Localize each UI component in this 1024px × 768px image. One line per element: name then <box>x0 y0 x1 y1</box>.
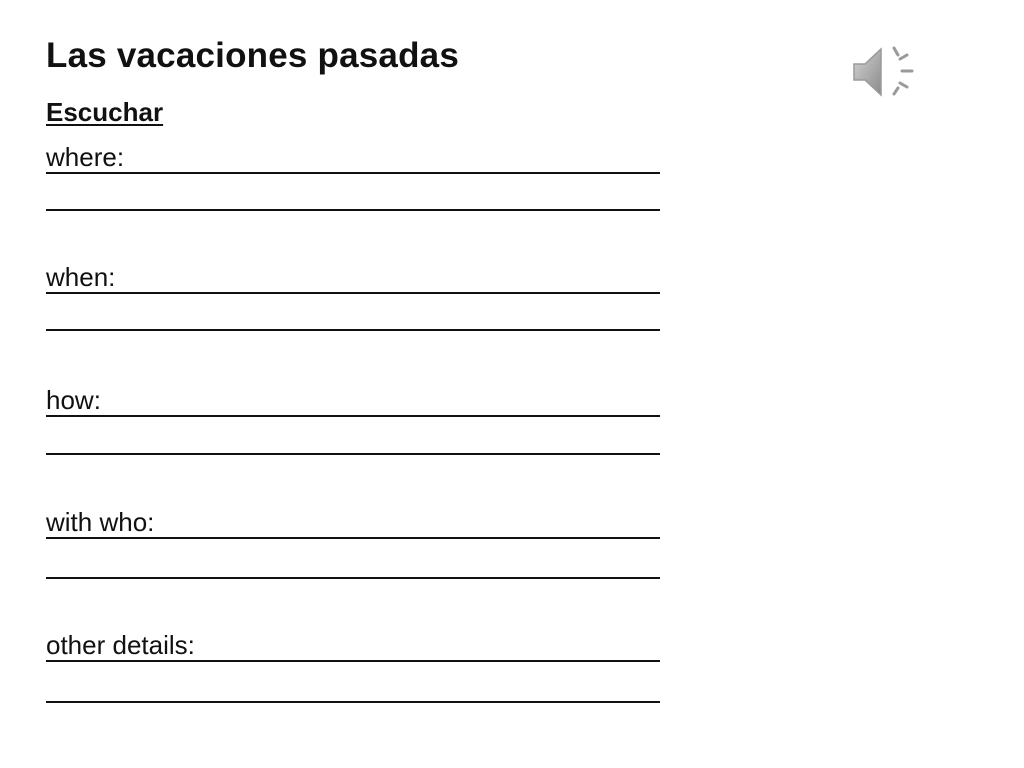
answer-line-when[interactable] <box>46 260 660 294</box>
answer-line-other-details[interactable] <box>46 628 660 662</box>
answer-line-with-who[interactable] <box>46 505 660 539</box>
answer-line-when-continued[interactable] <box>46 297 660 331</box>
answer-line-where-continued[interactable] <box>46 177 660 211</box>
answer-line-where[interactable] <box>46 140 660 174</box>
prompt-label-with-who: with who: <box>46 507 155 537</box>
answer-line-how[interactable] <box>46 383 660 417</box>
prompt-label-where: where: <box>46 142 125 172</box>
prompt-label-how: how: <box>46 385 101 415</box>
slide-title: Las vacaciones pasadas <box>46 36 459 75</box>
answer-line-other-details-continued[interactable] <box>46 669 660 703</box>
prompt-label-other-details: other details: <box>46 630 195 660</box>
speaker-icon[interactable] <box>850 40 922 104</box>
prompt-label-when: when: <box>46 262 116 292</box>
section-subtitle: Escuchar <box>46 97 164 127</box>
answer-line-with-who-continued[interactable] <box>46 545 660 579</box>
answer-line-how-continued[interactable] <box>46 421 660 455</box>
